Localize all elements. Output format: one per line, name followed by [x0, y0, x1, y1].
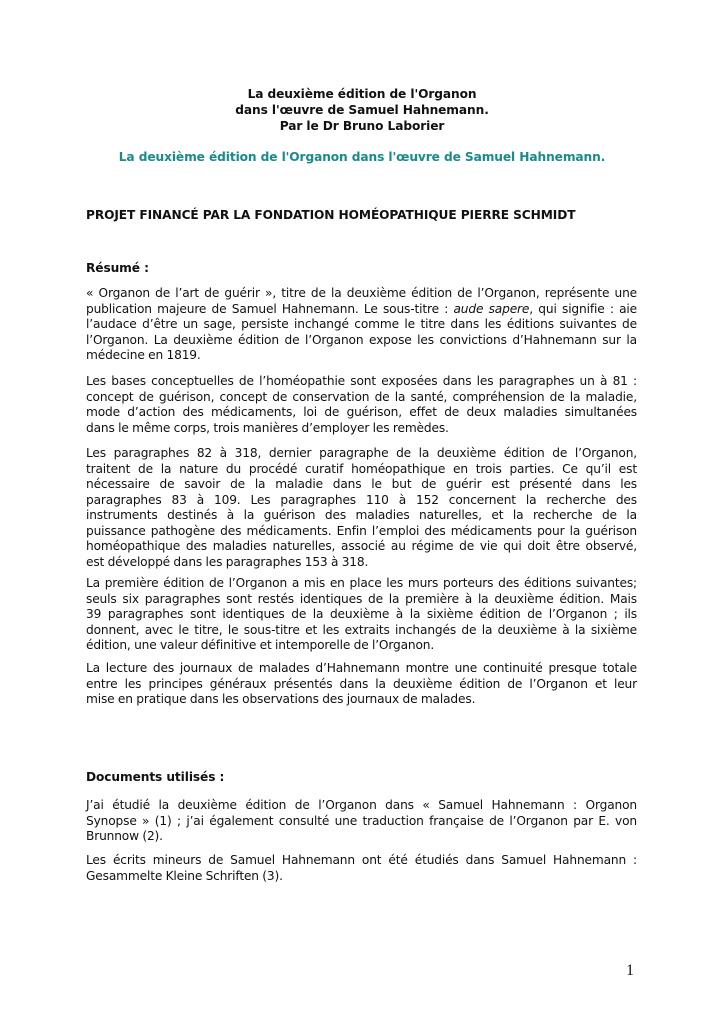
text-line: traitent de la nature du procédé curatif homéopathique en trois parties. Ce qu’il est [86, 461, 637, 476]
author-line: Par le Dr Bruno Laborier [279, 119, 445, 133]
documents-paragraph-1 [86, 798, 637, 845]
text-line: Les bases conceptuelles de l’homéopathie sont exposées dans les paragraphes un à 81 : [86, 374, 637, 388]
document-subtitle: La deuxième édition de l'Organon dans l'œuvre de Samuel Hahnemann. [118, 150, 606, 164]
text-line: est développé dans les paragraphes 153 à 318. [86, 554, 369, 569]
text-line: Brunnow (2). [86, 829, 163, 843]
document-title [0, 86, 724, 134]
text-line: médecine en 1819. [86, 348, 201, 362]
title-line: La deuxième édition de l'Organon [247, 87, 477, 101]
text-line: 39 paragraphes sont identiques de la deuxième à la sixième édition de l’Organon ; ils [86, 607, 637, 621]
documents-paragraph-2 [86, 853, 637, 884]
text-line [86, 302, 637, 318]
resume-paragraph-1 [86, 286, 637, 364]
text-line: instruments destinés à la guérison des maladies naturelles, et la recherche de la [86, 508, 637, 522]
resume-paragraph-3 [86, 446, 637, 570]
text-line: Synopse » (1) ; j’ai également consulté une traduction française de l’Organon par E. von [86, 813, 637, 828]
text-line: paragraphes 83 à 109. Les paragraphes 110 à 152 concernent la recherche des [86, 492, 637, 507]
text-segment: , qui signifie : aie [529, 301, 637, 316]
text-line: La première édition de l’Organon a mis en place les murs porteurs des éditions suivantes; [86, 576, 637, 590]
text-line: homéopathique des maladies naturelles, associé au régime de vie qui doit être observé, [86, 539, 637, 553]
text-line: nécessaire de savoir de la maladie dans le but de guérir est présenté dans les [86, 477, 637, 491]
text-line: « Organon de l’art de guérir », titre de la deuxième édition de l’Organon, représente une [86, 286, 637, 300]
documents-heading: Documents utilisés : [86, 770, 225, 784]
text-line: édition, une valeur définitive et intemporelle de l’Organon. [86, 638, 435, 652]
text-line: mode d’action des médicaments, loi de guérison, effet de deux maladies simultanées [86, 405, 637, 419]
text-line: puissance pathogène des médicaments. Enfin l’emploi des médicaments pour la guérison [86, 523, 637, 538]
text-line: J’ai étudié la deuxième édition de l’Organon dans « Samuel Hahnemann : Organon [86, 798, 637, 812]
text-line: concept de guérison, concept de conservation de la santé, compréhension de la maladie, [86, 389, 637, 404]
resume-paragraph-4 [86, 576, 637, 654]
text-line: La lecture des journaux de malades d’Hahnemann montre une continuité presque totale [86, 661, 637, 675]
text-line: l’Organon. La deuxième édition de l’Organon expose les convictions d’Hahnemann sur la [86, 332, 637, 347]
text-line: mise en pratique dans les observations des journaux de malades. [86, 692, 476, 706]
text-line: dans le même corps, trois manières d’employer les remèdes. [86, 420, 449, 435]
title-line: dans l'œuvre de Samuel Hahnemann. [235, 103, 489, 117]
resume-paragraph-2 [86, 374, 637, 436]
text-line: Gesammelte Kleine Schriften (3). [86, 868, 283, 883]
text-line: entre les principes généraux présentés dans la deuxième édition de l’Organon et leur [86, 676, 637, 691]
text-line: Les écrits mineurs de Samuel Hahnemann ont été étudiés dans Samuel Hahnemann : [86, 853, 637, 867]
resume-heading: Résumé : [86, 261, 149, 275]
page-number: 1 [626, 962, 634, 979]
text-line: l’audace d’être un sage, persiste inchangé comme le titre dans les éditions suivantes de [86, 317, 637, 331]
resume-paragraph-5 [86, 661, 637, 708]
text-line: donnent, avec le titre, le sous-titre et les extraits inchangés de la deuxième à la sixième [86, 622, 637, 637]
text-line: seuls six paragraphes sont restés identiques de la première à la deuxième édition. Mais [86, 591, 637, 606]
funding-heading: PROJET FINANCÉ PAR LA FONDATION HOMÉOPATHIQUE PIERRE SCHMIDT [86, 208, 576, 222]
text-line: Les paragraphes 82 à 318, dernier paragraphe de la deuxième édition de l’Organon, [86, 446, 637, 460]
latin-motto: aude sapere [453, 301, 530, 316]
text-segment: publication majeure de Samuel Hahnemann. Le sous-titre : [86, 301, 454, 316]
